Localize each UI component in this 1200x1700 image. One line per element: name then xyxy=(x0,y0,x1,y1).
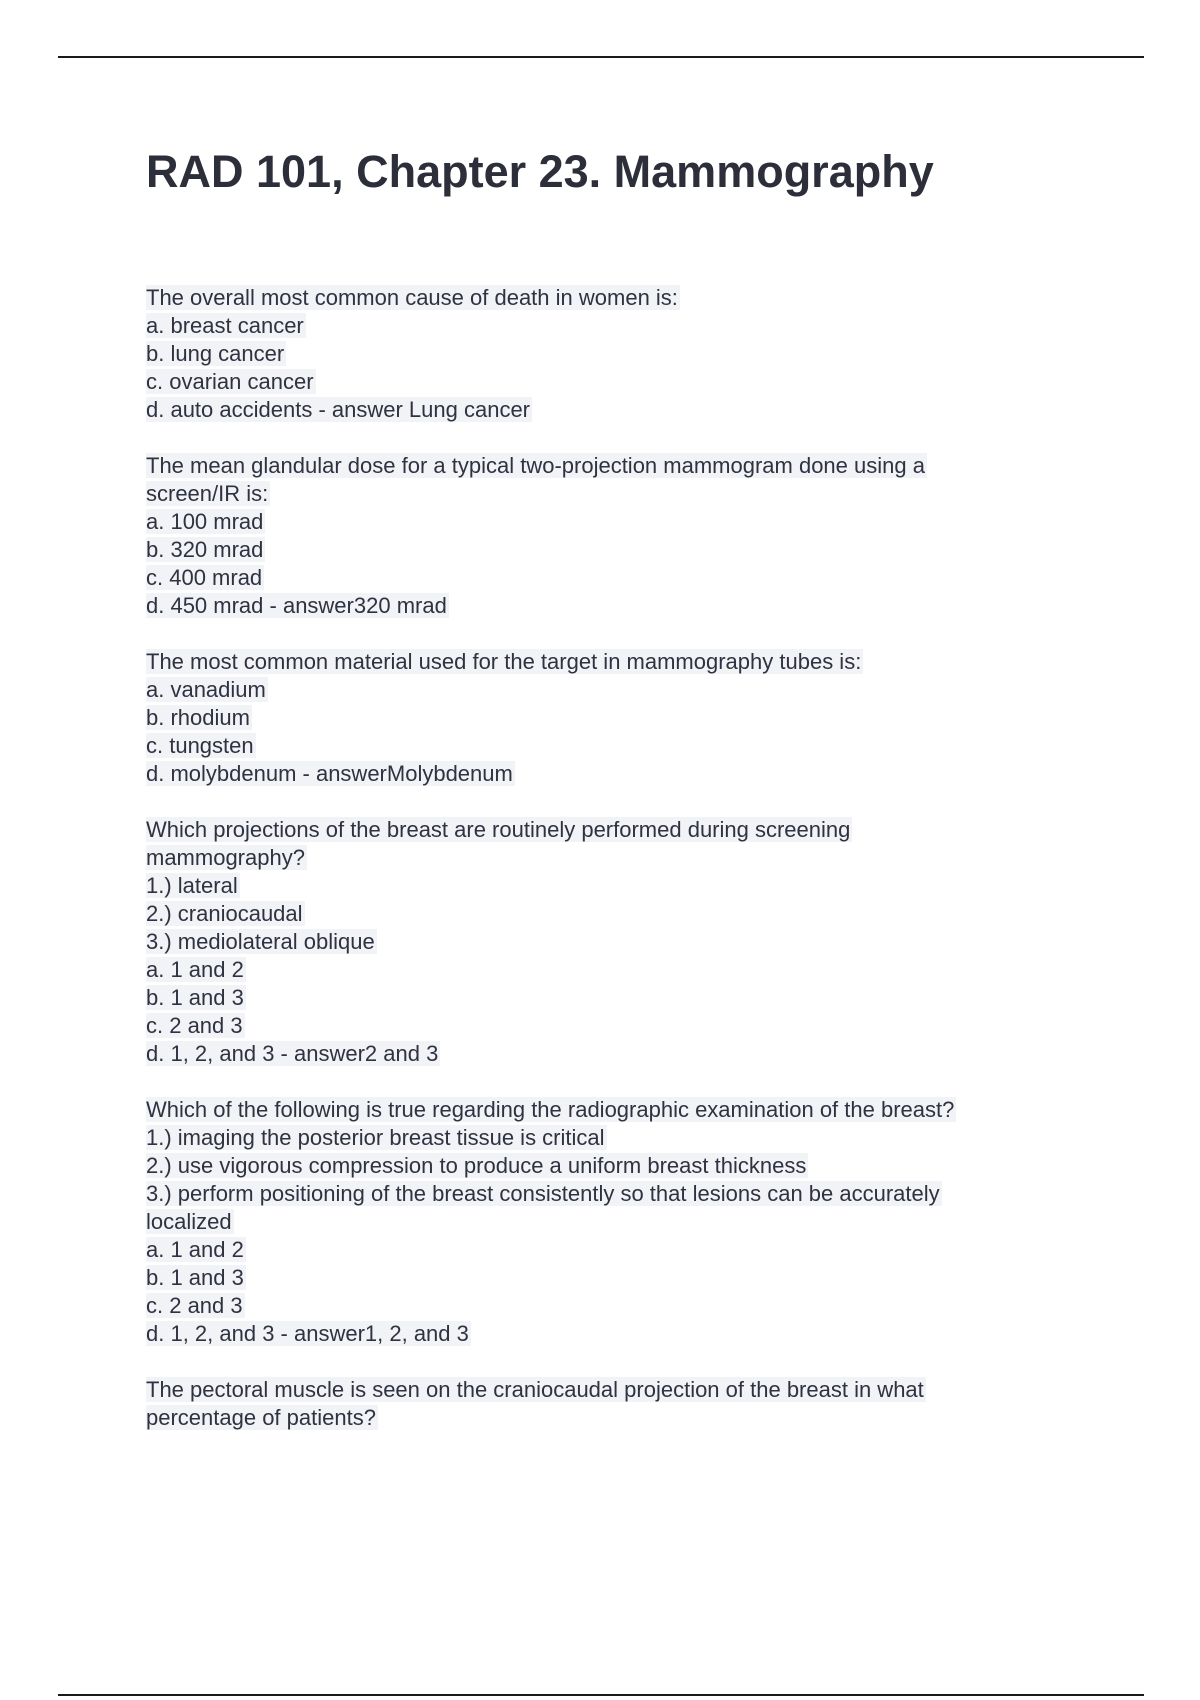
top-rule xyxy=(58,56,1144,58)
question-line: percentage of patients? xyxy=(146,1405,376,1430)
question-line: a. breast cancer xyxy=(146,313,304,338)
question-line: 3.) perform positioning of the breast consistently so that lesions can be accurately xyxy=(146,1181,940,1206)
question-line: d. molybdenum - answerMolybdenum xyxy=(146,761,513,786)
question-line: Which projections of the breast are routinely performed during screening xyxy=(146,817,851,842)
question-line: localized xyxy=(146,1209,232,1234)
question-line: b. rhodium xyxy=(146,705,250,730)
question-line: a. 100 mrad xyxy=(146,509,264,534)
question-list xyxy=(146,284,1046,1460)
question-line: b. 1 and 3 xyxy=(146,1265,244,1290)
question-line: mammography? xyxy=(146,845,305,870)
page-title: RAD 101, Chapter 23. Mammography xyxy=(146,146,934,197)
question-line: 3.) mediolateral oblique xyxy=(146,929,375,954)
question-line: d. auto accidents - answer Lung cancer xyxy=(146,397,531,422)
question-line: The mean glandular dose for a typical two-projection mammogram done using a xyxy=(146,453,925,478)
question-line: screen/IR is: xyxy=(146,481,269,506)
question-block xyxy=(146,648,1046,788)
question-line: b. lung cancer xyxy=(146,341,285,366)
question-line: d. 450 mrad - answer320 mrad xyxy=(146,593,447,618)
question-line: c. 2 and 3 xyxy=(146,1013,243,1038)
question-line: The overall most common cause of death in women is: xyxy=(146,285,678,310)
question-block xyxy=(146,452,1046,620)
question-block xyxy=(146,284,1046,424)
question-line: c. 2 and 3 xyxy=(146,1293,243,1318)
question-line: The pectoral muscle is seen on the craniocaudal projection of the breast in what xyxy=(146,1377,924,1402)
question-block xyxy=(146,1096,1046,1348)
question-line: 2.) craniocaudal xyxy=(146,901,303,926)
question-line: a. vanadium xyxy=(146,677,266,702)
question-line: d. 1, 2, and 3 - answer1, 2, and 3 xyxy=(146,1321,469,1346)
question-block xyxy=(146,1376,1046,1432)
bottom-rule xyxy=(58,1694,1144,1696)
question-line: The most common material used for the target in mammography tubes is: xyxy=(146,649,862,674)
question-line: c. tungsten xyxy=(146,733,254,758)
question-line: 1.) lateral xyxy=(146,873,238,898)
question-line: a. 1 and 2 xyxy=(146,1237,244,1262)
question-line: a. 1 and 2 xyxy=(146,957,244,982)
question-line: 1.) imaging the posterior breast tissue is critical xyxy=(146,1125,605,1150)
question-line: Which of the following is true regarding the radiographic examination of the breast? xyxy=(146,1097,955,1122)
question-block xyxy=(146,816,1046,1068)
question-line: c. 400 mrad xyxy=(146,565,263,590)
question-line: c. ovarian cancer xyxy=(146,369,314,394)
question-line: b. 320 mrad xyxy=(146,537,264,562)
question-line: 2.) use vigorous compression to produce a uniform breast thickness xyxy=(146,1153,807,1178)
question-line: b. 1 and 3 xyxy=(146,985,244,1010)
question-line: d. 1, 2, and 3 - answer2 and 3 xyxy=(146,1041,439,1066)
